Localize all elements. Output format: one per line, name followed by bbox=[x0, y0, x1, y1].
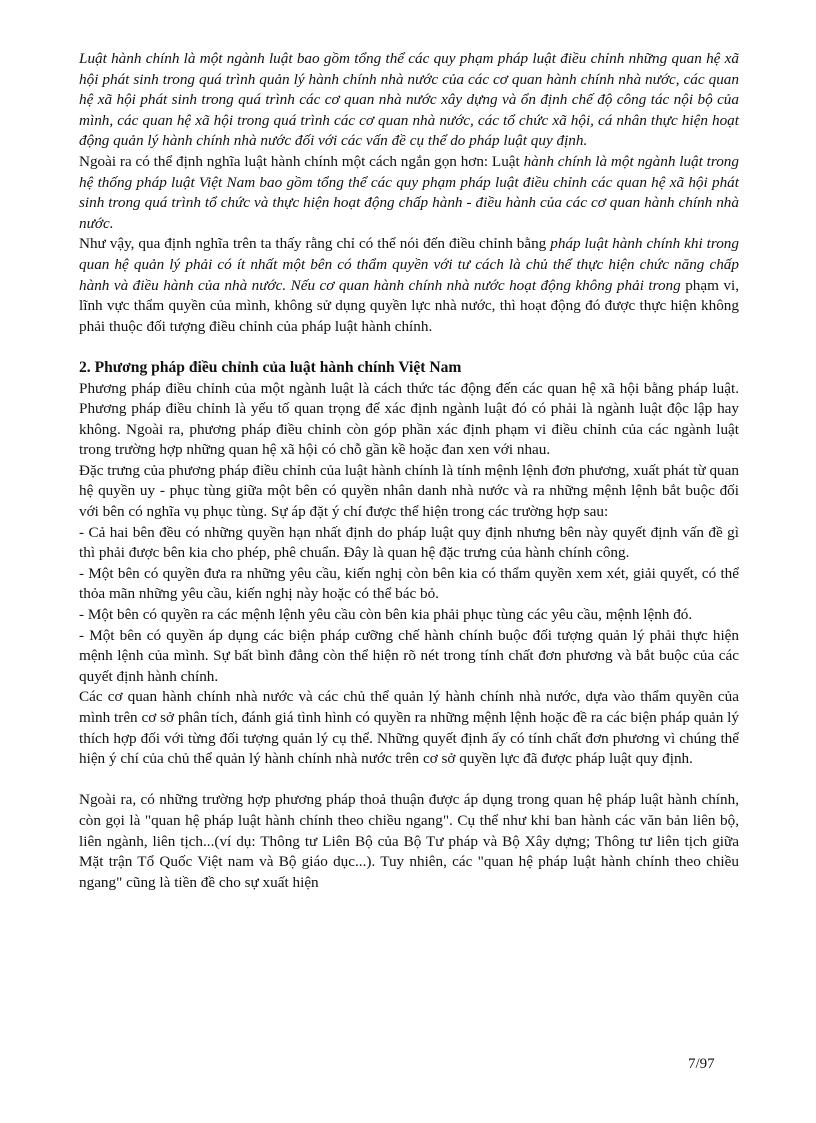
spacer bbox=[79, 337, 739, 358]
section-heading: 2. Phương pháp điều chỉnh của luật hành chính Việt Nam bbox=[79, 358, 462, 376]
page-number: 7/97 bbox=[688, 1056, 715, 1072]
conclusion-paragraph bbox=[79, 234, 739, 337]
text-segment: hành chính là một ngành luật trong hệ thống pháp luật Việt Nam bao gồm tổng thể các quy phạm pháp luật điều chỉnh các quan hệ xã hội phát sinh trong quá trình tổ chức và thực hiện hoạt động chấp hành - điều hành của các cơ quan hành chính nhà nước. bbox=[79, 152, 739, 232]
short-definition-paragraph bbox=[79, 152, 739, 234]
body-paragraph: Đặc trưng của phương pháp điều chỉnh của luật hành chính là tính mệnh lệnh đơn phương, xuất phát từ quan hệ quyền uy - phục tùng giữa một bên có quyền nhân danh nhà nước và ra những mệnh lệnh bắt buộc đối với bên có nghĩa vụ phục tùng. Sự áp đặt ý chí được thể hiện trong các trường hợp sau: bbox=[79, 461, 739, 521]
text-segment: Luật hành chính là một ngành luật bao gồm tổng thể các quy phạm pháp luật điều chỉnh những quan hệ xã hội phát sinh trong quá trình quản lý hành chính nhà nước của các cơ quan hành chính nhà nước, các quan hệ xã hội phát sinh trong quá trình các cơ quan nhà nước xây dựng và ổn định chế độ công tác nội bộ của mình, các quan hệ xã hội trong quá trình các cơ quan nhà nước, các tổ chức xã hội, cá nhân thực hiện hoạt động quản lý hành chính nhà nước đối với các vấn đề cụ thể do pháp luật quy định. bbox=[79, 50, 739, 150]
list-item: - Một bên có quyền ra các mệnh lệnh yêu cầu còn bên kia phải phục tùng các yêu cầu, mệnh lệnh đó. bbox=[79, 606, 693, 624]
list-item: - Cả hai bên đều có những quyền hạn nhất định do pháp luật quy định nhưng bên này quyết định vấn đề gì thì phải được bên kia cho phép, phê chuẩn. Đây là quan hệ đặc trưng của hành chính công. bbox=[79, 523, 739, 562]
list-item: - Một bên có quyền đưa ra những yêu cầu, kiến nghị còn bên kia có thẩm quyền xem xét, giải quyết, có thể thỏa mãn những yêu cầu, kiến nghị này hoặc có thể bác bỏ. bbox=[79, 564, 739, 603]
text-segment: Như vậy, qua định nghĩa trên ta thấy rằng chỉ có thể nói đến điều chỉnh bằng bbox=[79, 235, 551, 253]
final-paragraph: Ngoài ra, có những trường hợp phương pháp thoả thuận được áp dụng trong quan hệ pháp luật hành chính, còn gọi là "quan hệ pháp luật hành chính theo chiều ngang". Cụ thể như khi ban hành các văn bản liên bộ, liên ngành, liên tịch...(ví dụ: Thông tư Liên Bộ của Bộ Tư pháp và Bộ Xây dựng; Thông tư liên tịch giữa Mặt trận Tổ Quốc Việt nam và Bộ giáo dục...). Tuy nhiên, các "quan hệ pháp luật hành chính theo chiều ngang" cũng là tiền đề cho sự xuất hiện bbox=[79, 791, 739, 891]
text-segment: phạm vi, lĩnh vực thẩm quyền của mình, không sử dụng quyền lực nhà nước, thì hoạt động đó được thực hiện không phải thuộc đối tượng điều chỉnh của pháp luật hành chính. bbox=[79, 276, 739, 335]
spacer bbox=[79, 770, 739, 791]
text-segment: Ngoài ra có thể định nghĩa luật hành chính một cách ngắn gọn hơn: Luật bbox=[79, 152, 524, 170]
body-paragraph: Phương pháp điều chỉnh của một ngành luật là cách thức tác động đến các quan hệ xã hội bằng pháp luật. Phương pháp điều chỉnh là yếu tố quan trọng để xác định ngành luật đó có phải là ngành luật độc lập hay không. Ngoài ra, phương pháp điều chỉnh còn góp phần xác định phạm vi điều chỉnh của các ngành luật trong trường hợp những quan hệ xã hội có chỗ gần kề hoặc đan xen với nhau. bbox=[79, 379, 739, 459]
text-segment: pháp luật hành chính khi trong quan hệ quản lý phải có ít nhất một bên có thẩm quyền với tư cách là chủ thể thực hiện chức năng chấp hành và điều hành của nhà nước. Nếu cơ quan hành chính nhà nước hoạt động không phải trong bbox=[79, 235, 739, 294]
definition-paragraph bbox=[79, 49, 739, 152]
page-content bbox=[79, 49, 739, 893]
body-paragraph: Các cơ quan hành chính nhà nước và các chủ thể quản lý hành chính nhà nước, dựa vào thẩm quyền của mình trên cơ sở phân tích, đánh giá tình hình có quyền ra những mệnh lệnh hoặc đề ra các biện pháp quản lý thích hợp đối với từng đối tượng quản lý cụ thể. Những quyết định ấy có tính chất đơn phương vì chúng thể hiện ý chí của chủ thể quản lý hành chính nhà nước trên cơ sở quyền lực đã được pháp luật quy định. bbox=[79, 688, 739, 768]
list-item: - Một bên có quyền áp dụng các biện pháp cưỡng chế hành chính buộc đối tượng quản lý phải thực hiện mệnh lệnh của mình. Sự bất bình đẳng còn thể hiện rõ nét trong tính chất đơn phương và bắt buộc của các quyết định hành chính. bbox=[79, 626, 739, 685]
